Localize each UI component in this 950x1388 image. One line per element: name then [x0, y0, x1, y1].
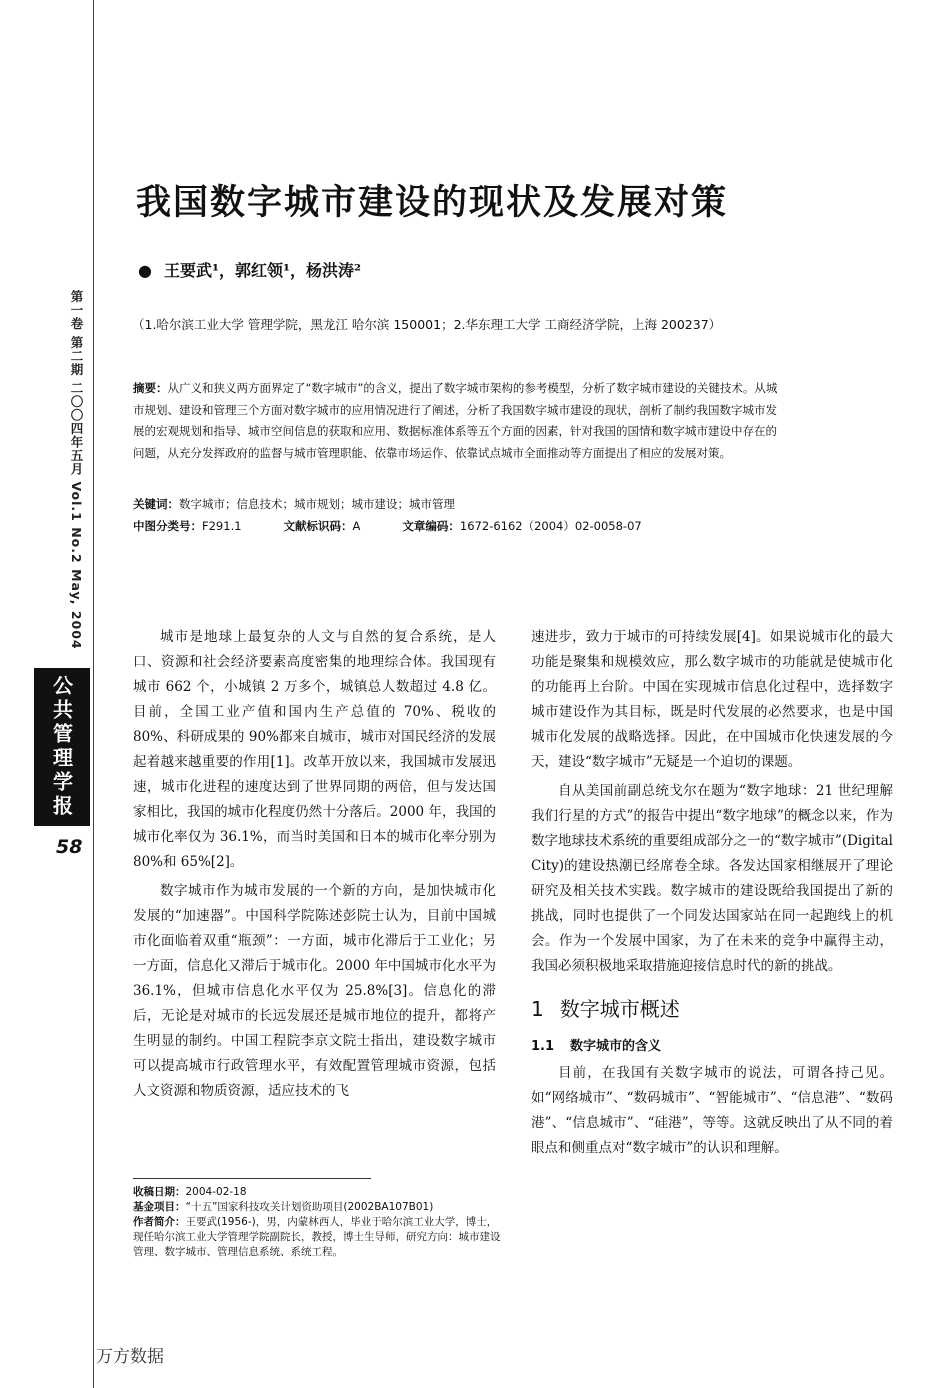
abstract [133, 378, 783, 464]
section-title: 数字城市概述 [559, 997, 680, 1021]
section-number: 1 [531, 997, 544, 1021]
paragraph: 目前，在我国有关数字城市的说法，可谓各持己见。如“网络城市”、“数码城市”、“智能城市”、“信息港”、“数码港”、“信息城市”、“硅港”，等等。这就反映出了从不同的着眼点和侧重点对“数字城市”的认识和理解。 [531, 1065, 893, 1156]
footnote-rule [133, 1178, 371, 1179]
paragraph: 数字城市作为城市发展的一个新的方向，是加快城市化发展的“加速器”。中国科学院陈述彭院士认为，目前中国城市化面临着双重“瓶颈”：一方面，城市化滞后于工业化；另一方面，信息化又滞后于城市化。2000 年中国城市化水平为 36.1%，但城市信息化水平仅为 25.8%[3]。信息化的滞后，无论是对城市的长远发展还是城市地位的提升，都将产生明显的制约。中国工程院李京文院士指出，建设数字城市可以提高城市行政管理水平，有效配置管理城市资源，包括人文资源和物质资源，适应技术的飞 [133, 883, 496, 1099]
paragraph: 城市是地球上最复杂的人文与自然的复合系统，是人口、资源和社会经济要素高度密集的地理综合体。我国现有城市 662 个，小城镇 2 万多个，城镇总人数超过 4.8 亿。目前，全国工业产值和国内生产总值的 70%、税收的 80%、科研成果的 90%都来自城市，城市对国民经济的发展起着越来越重要的作用[1]。改革开放以来，我国城市发展迅速，城市化进程的速度达到了世界同期的两倍，但与发达国家相比，我国的城市化程度仍然十分落后。2000 年，我国的城市化率仅为 36.1%，而当时美国和日本的城市化率分别为 80%和 65%[2]。 [133, 629, 496, 870]
subsection-number: 1.1 [531, 1039, 555, 1054]
paragraph: 速进步，致力于城市的可持续发展[4]。如果说城市化的最大功能是聚集和规模效应，那么数字城市的功能就是使城市化的功能再上台阶。中国在实现城市信息化过程中，选择数字城市建设作为其目标，既是时代发展的必然要求，也是中国城市化发展的战略选择。因此，在中国城市化快速发展的今天，建设“数字城市”无疑是一个迫切的课题。 [531, 629, 893, 770]
fund-info: 基金项目：“十五”国家科技攻关计划资助项目(2002BA107B01) [133, 1201, 434, 1213]
section-heading [531, 997, 893, 1022]
footnotes [133, 1185, 503, 1260]
section-tab: 公共管理学报 [34, 668, 90, 826]
keywords-label: 关键词： [133, 497, 179, 511]
keywords-text: 数字城市；信息技术；城市规划；城市建设；城市管理 [179, 497, 455, 511]
authors [138, 258, 361, 281]
margin-rule [93, 0, 94, 1388]
abstract-label: 摘要： [133, 381, 168, 395]
body-column-left [133, 625, 496, 1104]
journal-issue-info: 第一卷 第二期 二〇〇四年五月 Vol.1 No.2 May, 2004 [69, 290, 84, 650]
watermark: 万方数据 [96, 1347, 164, 1367]
keywords [133, 496, 455, 512]
clc-code: 中图分类号：F291.1 [133, 519, 242, 533]
subsection-heading [531, 1034, 893, 1059]
abstract-text: 从广义和狭义两方面界定了“数字城市”的含义，提出了数字城市架构的参考模型，分析了数字城市建设的关键技术。从城市规划、建设和管理三个方面对数字城市的应用情况进行了阐述，分析了我国数字城市建设的现状，剖析了制约我国数字城市发展的宏观规划和指导、城市空间信息的获取和应用、数据标准体系等五个方面的因素，针对我国的国情和数字城市建设中存在的问题，从充分发挥政府的监督与城市管理职能、依靠市场运作、依靠试点城市全面推动等方面提出了相应的发展对策。 [133, 381, 778, 460]
affiliation: （1.哈尔滨工业大学 管理学院，黑龙江 哈尔滨 150001；2.华东理工大学 工商经济学院，上海 200237） [132, 317, 722, 332]
author-names: 王要武¹，郭红领¹，杨洪涛² [163, 261, 361, 280]
classification-line [133, 518, 773, 534]
article-title: 我国数字城市建设的现状及发展对策 [136, 183, 729, 223]
author-bio: 作者简介：王要武(1956-)，男，内蒙林西人，毕业于哈尔滨工业大学，博士，现任哈尔滨工业大学管理学院副院长，教授，博士生导师，研究方向：城市建设管理、数字城市、管理信息系统、系统工程。 [133, 1216, 501, 1258]
received-date: 收稿日期：2004-02-18 [133, 1186, 247, 1198]
page-number: 58 [56, 836, 83, 858]
body-column-right [531, 625, 893, 1161]
document-code: 文献标识码：A [283, 519, 361, 533]
article-id: 文章编码：1672-6162（2004）02-0058-07 [402, 519, 642, 533]
subsection-title: 数字城市的含义 [570, 1039, 662, 1054]
paragraph: 自从美国前副总统戈尔在题为“数字地球：21 世纪理解我们行星的方式”的报告中提出“数字地球”的概念以来，作为数字地球技术系统的重要组成部分之一的“数字城市”(Digital City)的建设热潮已经席卷全球。各发达国家相继展开了理论研究及相关技术实践。数字城市的建设既给我国提出了新的挑战，同时也提供了一个同发达国家站在同一起跑线上的机会。作为一个发展中国家，为了在未来的竞争中赢得主动，我国必须积极地采取措施迎接信息时代的新的挑战。 [531, 783, 893, 974]
bullet-icon: ● [138, 261, 152, 280]
